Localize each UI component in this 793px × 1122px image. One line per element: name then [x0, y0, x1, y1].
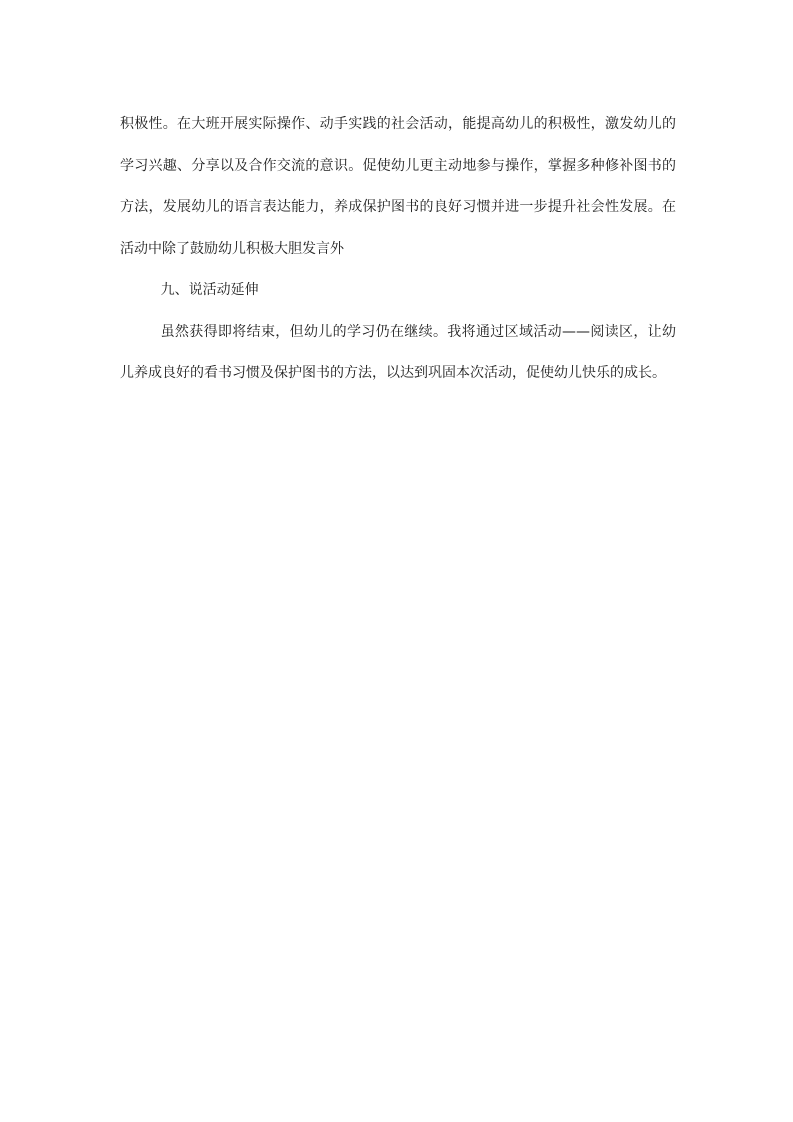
section-heading-activity-extension: 九、说活动延伸: [160, 282, 259, 298]
document-body: [120, 104, 676, 395]
paragraph-activity-extension: 虽然获得即将结束，但幼儿的学习仍在继续。我将通过区域活动——阅读区，让幼儿养成良好的看书习惯及保护图书的方法，以达到巩固本次活动，促使幼儿快乐的成长。: [120, 323, 676, 381]
paragraph-activity-effect: 积极性。在大班开展实际操作、动手实践的社会活动，能提高幼儿的积极性，激发幼儿的学习兴趣、分享以及合作交流的意识。促使幼儿更主动地参与操作，掌握多种修补图书的方法，发展幼儿的语言表达能力，养成保护图书的良好习惯并进一步提升社会性发展。在活动中除了鼓励幼儿积极大胆发言外: [120, 116, 676, 257]
